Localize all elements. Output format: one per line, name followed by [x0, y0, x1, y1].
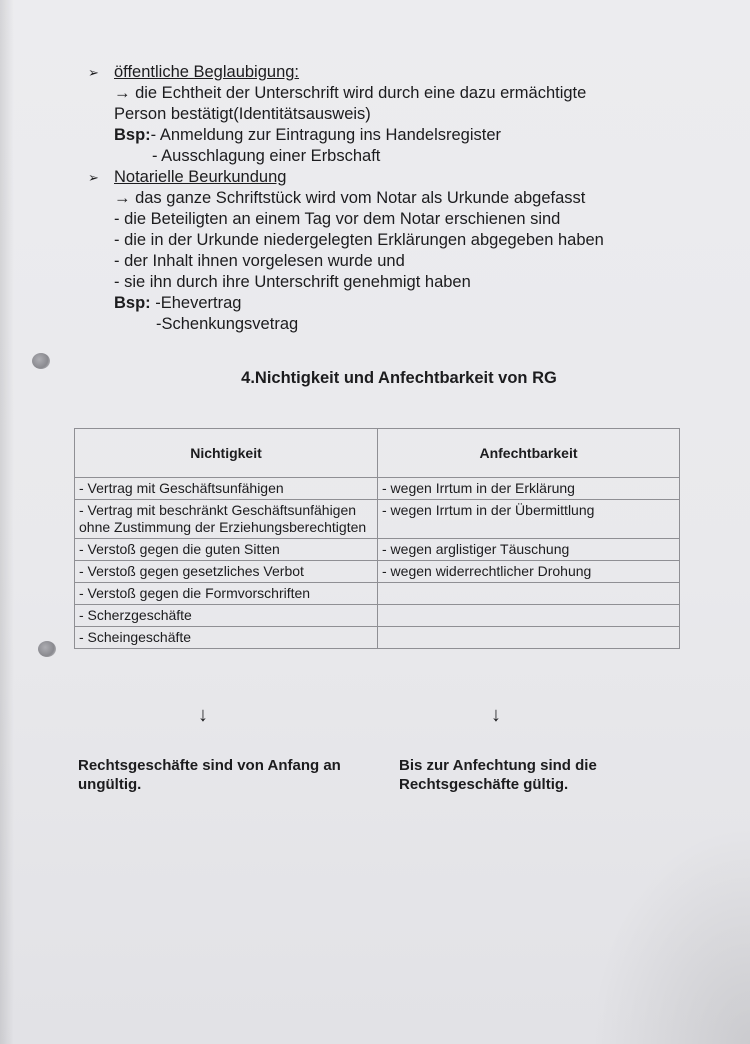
bullet-oeffentliche-beglaubigung [88, 62, 708, 83]
table-cell: - Verstoß gegen die guten Sitten [75, 539, 378, 561]
table-cell: - wegen widerrechtlicher Drohung [378, 561, 680, 583]
table-cell: - wegen Irrtum in der Übermittlung [378, 500, 680, 539]
text-line: Person bestätigt(Identitätsausweis) [114, 105, 371, 123]
table-cell: - Verstoß gegen die Formvorschriften [75, 583, 378, 605]
table-row [75, 561, 680, 583]
table-cell: - Vertrag mit beschränkt Geschäftsunfähigen ohne Zustimmung der Erziehungsberechtigten [75, 500, 378, 539]
arrowhead-bullet-icon: ➢ [88, 170, 99, 185]
text-line: - die in der Urkunde niedergelegten Erklärungen abgegeben haben [114, 231, 604, 249]
table-row [75, 478, 680, 500]
bullet-notarielle-beurkundung [88, 167, 708, 188]
table-header-row [75, 429, 680, 478]
column-header-anfechtbarkeit: Anfechtbarkeit [378, 429, 680, 478]
bullet-heading: öffentliche Beglaubigung: [114, 63, 300, 81]
bullet-heading: Notarielle Beurkundung [114, 168, 287, 186]
down-arrow-icon: ↓ [491, 704, 501, 726]
bsp-label: Bsp: [114, 294, 151, 312]
example-text: - Anmeldung zur Eintragung ins Handelsregister [150, 126, 502, 144]
text-line: - der Inhalt ihnen vorgelesen wurde und [114, 252, 405, 270]
punch-hole-icon [38, 641, 56, 657]
down-arrow-icon: ↓ [198, 704, 208, 726]
table-row [75, 539, 680, 561]
example-text: -Ehevertrag [150, 294, 242, 312]
example-line [88, 125, 708, 146]
table-cell: - wegen Irrtum in der Erklärung [378, 478, 680, 500]
table-cell: - wegen arglistiger Täuschung [378, 539, 680, 561]
conclusion-nichtigkeit: Rechtsgeschäfte sind von Anfang an ungültig. [78, 757, 341, 793]
example-line: - Ausschlagung einer Erbschaft [152, 147, 381, 165]
example-line [88, 293, 708, 314]
notes-section [88, 62, 708, 335]
section-heading [0, 369, 750, 388]
paper-edge-shadow [0, 0, 14, 1044]
table-row [75, 605, 680, 627]
table-cell: - Vertrag mit Geschäftsunfähigen [75, 478, 378, 500]
text-line: - sie ihn durch ihre Unterschrift genehmigt haben [114, 273, 471, 291]
table-row [75, 627, 680, 649]
table-cell: - Verstoß gegen gesetzliches Verbot [75, 561, 378, 583]
table-row [75, 583, 680, 605]
bsp-label: Bsp: [114, 126, 151, 144]
example-line: -Schenkungsvetrag [156, 315, 299, 333]
table-cell [378, 627, 680, 649]
text-line: → das ganze Schriftstück wird vom Notar als Urkunde abgefasst [114, 189, 586, 207]
paper-corner-shadow [590, 824, 750, 1044]
table-row [75, 500, 680, 539]
section-title-text: 4.Nichtigkeit und Anfechtbarkeit von RG [241, 369, 557, 387]
punch-hole-icon [32, 353, 50, 369]
text-line: → die Echtheit der Unterschrift wird durch eine dazu ermächtigte [114, 84, 587, 102]
comparison-table [74, 428, 680, 649]
table-cell [378, 605, 680, 627]
column-header-nichtigkeit: Nichtigkeit [75, 429, 378, 478]
arrowhead-bullet-icon: ➢ [88, 65, 99, 80]
table-cell: - Scheingeschäfte [75, 627, 378, 649]
table-cell: - Scherzgeschäfte [75, 605, 378, 627]
table-cell [378, 583, 680, 605]
conclusion-anfechtbarkeit: Bis zur Anfechtung sind die Rechtsgeschäfte gültig. [399, 757, 597, 793]
text-line: - die Beteiligten an einem Tag vor dem Notar erschienen sind [114, 210, 561, 228]
